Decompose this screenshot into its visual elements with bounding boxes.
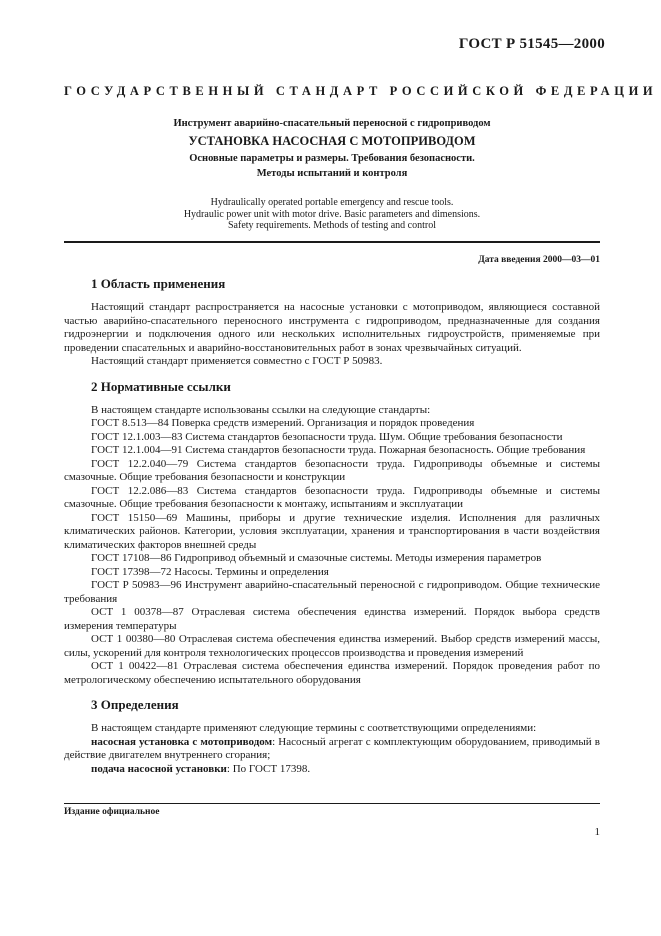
english-title [64, 197, 600, 232]
section-1-heading: 1 Область применения [91, 276, 226, 291]
section-3-intro: В настоящем стандарте применяют следующие термины с соответствующими определениями: [91, 722, 537, 734]
reference-item: ГОСТ 15150—69 Машины, приборы и другие технические изделия. Исполнения для различных климатических районов. Категории, условия эксплуатации, хранения и транспортирования в части воздействия климатических факторов внешней среды [64, 511, 600, 551]
definition-item [64, 763, 600, 777]
reference-item: ГОСТ Р 50983—96 Инструмент аварийно-спасательный переносной с гидроприводом. Общие технические требования [64, 579, 600, 605]
reference-item: ГОСТ 12.1.004—91 Система стандартов безопасности труда. Пожарная безопасность. Общие требования [91, 444, 586, 456]
english-title-line: Safety requirements. Methods of testing and control [227, 220, 436, 231]
definition-item [64, 736, 600, 763]
reference-item: ГОСТ 12.1.003—83 Система стандартов безопасности труда. Шум. Общие требования безопасности [91, 430, 563, 443]
reference-item: ГОСТ 17398—72 Насосы. Термины и определения [91, 565, 329, 578]
reference-item: ГОСТ 8.513—84 Поверка средств измерений. Организация и порядок проведения [91, 417, 475, 429]
section-3-heading: 3 Определения [91, 697, 179, 712]
definition-term: насосная установка с мотоприводом [91, 735, 273, 748]
title-line-4: Методы испытаний и контроля [256, 168, 408, 179]
page-number: 1 [594, 826, 600, 838]
definition-term: подача насосной установки [91, 762, 227, 775]
section-2-heading: 2 Нормативные ссылки [91, 378, 231, 394]
reference-item: ГОСТ 17108—86 Гидропривод объемный и смазочные системы. Методы измерения параметров [91, 552, 542, 564]
section-2-intro: В настоящем стандарте использованы ссылки на следующие стандарты: [91, 403, 431, 416]
reference-item: ГОСТ 12.2.040—79 Система стандартов безопасности труда. Гидроприводы объемные и системы смазочные. Общие требования безопасности и конструкции [64, 457, 600, 483]
state-standard-title: ГОСУДАРСТВЕННЫЙ СТАНДАРТ РОССИЙСКОЙ ФЕДЕРАЦИИ [64, 84, 658, 98]
section-1-paragraph: Настоящий стандарт применяется совместно с ГОСТ Р 50983. [91, 355, 383, 367]
official-edition-label: Издание официальное [64, 807, 160, 817]
section-1-paragraph: Настоящий стандарт распространяется на насосные установки с мотоприводом, являющиеся составной частью аварийно-спасательного переносного инструмента с гидроприводом, предназначенные для создания гидроэнергии и подключения одного или нескольких исполнительных гидроустройств, применяемые при проведении спасательных и аварийно-восстановительных работ в зонах чрезвычайных ситуаций. [64, 301, 600, 354]
english-title-line: Hydraulic power unit with motor drive. Basic parameters and dimensions. [183, 208, 481, 220]
definition-text: : Насосный агрегат с комплектующим оборудованием, приводимый в действие двигателем внутреннего сгорания; [64, 735, 600, 761]
title-line-1: Инструмент аварийно-спасательный переносной с гидроприводом [173, 118, 491, 129]
title-divider [64, 241, 600, 243]
reference-item: ОСТ 1 00422—81 Отраслевая система обеспечения единства измерений. Порядок проведения работ по метрологическому обеспечению испытательного оборудования [64, 660, 600, 686]
title-line-3: Основные параметры и размеры. Требования безопасности. [189, 153, 475, 164]
reference-item: ОСТ 1 00378—87 Отраслевая система обеспечения единства измерений. Порядок выбора средств измерения температуры [64, 606, 600, 632]
document-body [64, 275, 600, 776]
document-title-block [64, 117, 600, 232]
definition-text: : По ГОСТ 17398. [226, 762, 311, 775]
footer-divider [64, 803, 600, 804]
introduction-date: Дата введения 2000—03—01 [478, 255, 600, 265]
english-title-line: Hydraulically operated portable emergency and rescue tools. [210, 197, 454, 208]
reference-item: ОСТ 1 00380—80 Отраслевая система обеспечения единства измерений. Выбор средств измерений массы, силы, ускорений для контроля технологических процессов производства и проведения измерений [64, 633, 600, 659]
reference-item: ГОСТ 12.2.086—83 Система стандартов безопасности труда. Гидроприводы объемные и системы смазочные. Общие требования безопасности к монтажу, испытаниям и эксплуатации [64, 484, 600, 510]
standard-code: ГОСТ Р 51545—2000 [458, 36, 605, 52]
title-main: УСТАНОВКА НАСОСНАЯ С МОТОПРИВОДОМ [188, 134, 476, 148]
